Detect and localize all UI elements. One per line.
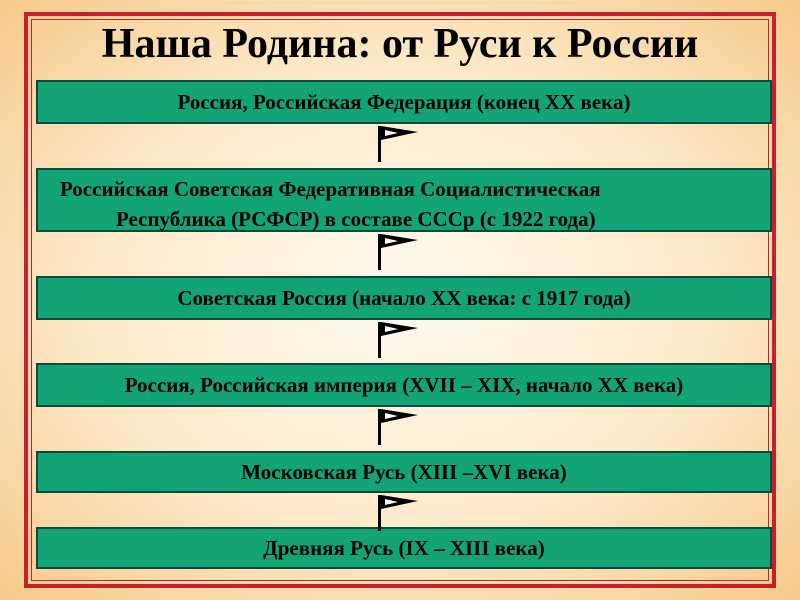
flag-icon: [372, 122, 422, 162]
flag-icon: [372, 318, 422, 358]
stage-ancient-rus: Древняя Русь (IX – XIII века): [36, 527, 772, 569]
stage-soviet-russia: Советская Россия (начало XX века: с 1917 года): [36, 276, 772, 320]
page-title: Наша Родина: от Руси к России: [101, 21, 699, 67]
flag-icon: [372, 491, 422, 531]
stage-russian-federation: Россия, Российская Федерация (конец XX века): [36, 80, 772, 124]
stage-russian-empire: Россия, Российская империя (XVII – XIX, начало XX века): [36, 363, 772, 407]
flag-icon: [372, 405, 422, 445]
stage-rsfsr-line2: Республика (РСФСР) в составе СССр (с 1922 года): [116, 207, 596, 231]
stage-moscow-rus: Московская Русь (XIII –XVI века): [36, 451, 772, 493]
stage-rsfsr: [36, 168, 772, 232]
stage-rsfsr-line1: Российская Советская Федеративная Социалистическая: [60, 177, 601, 201]
flag-icon: [372, 230, 422, 270]
